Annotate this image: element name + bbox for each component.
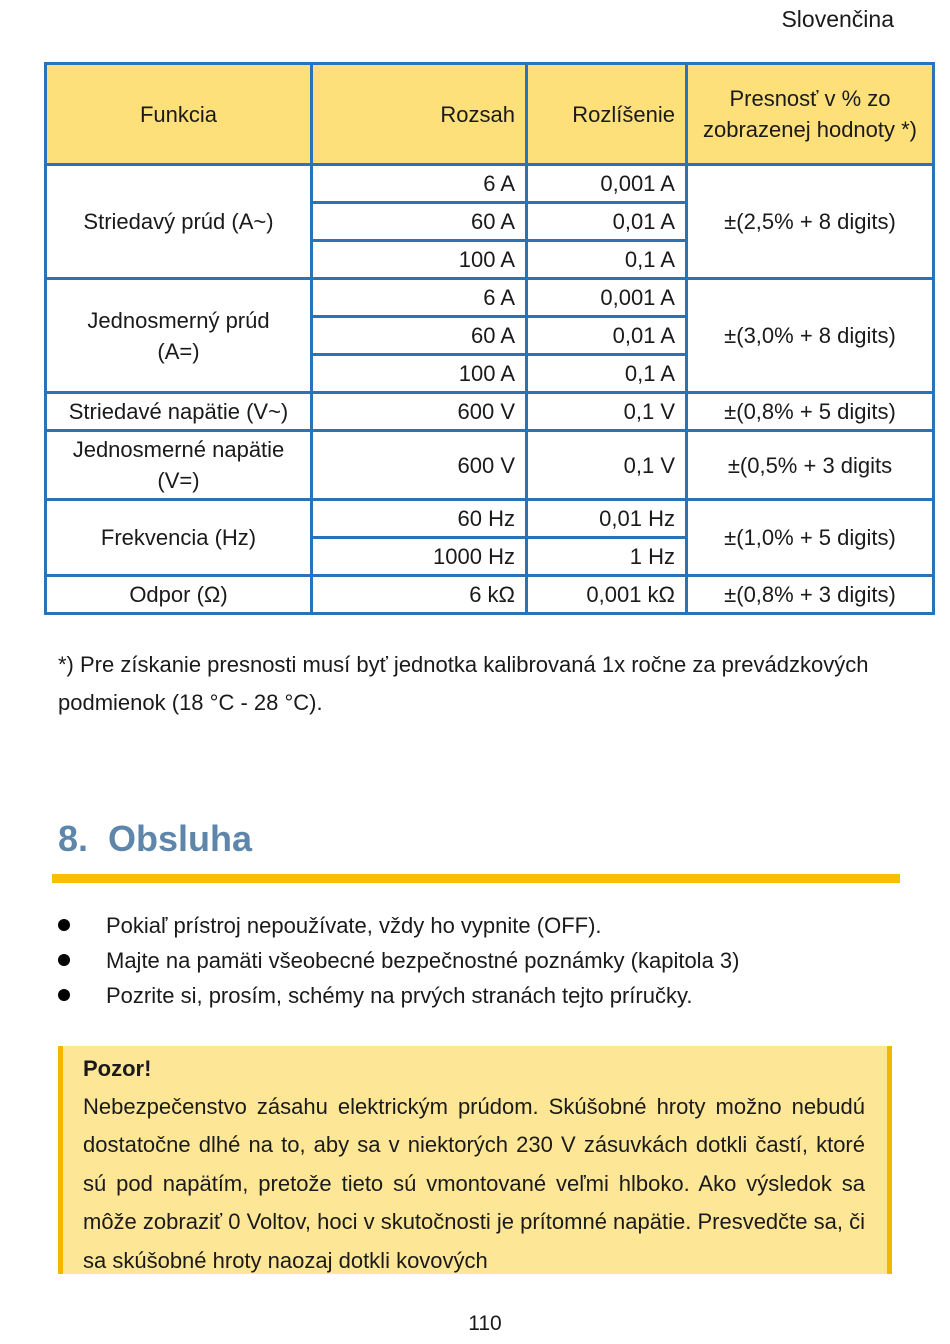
accuracy-cell: ±(3,0% + 8 digits) <box>687 279 934 393</box>
resolution-cell: 0,1 A <box>527 241 687 279</box>
warning-text: Nebezpečenstvo zásahu elektrickým prúdom. Skúšobné hroty možno nebudú dostatočne dlhé na to, aby sa v niektorých 230 V zásuvkách dotkli častí, ktoré sú pod napätím, pretože tieto sú vmontované veľmi hlboko. Ako výsledok sa môže zobraziť 0 Voltov, hoci v skutočnosti je prítomné napätie. Presvedčte sa, či sa skúšobné hroty naozaj dotkli kovových <box>83 1094 865 1273</box>
header-resolution: Rozlíšenie <box>527 64 687 165</box>
function-cell: Jednosmerný prúd (A=) <box>46 279 312 393</box>
table-row <box>46 393 934 431</box>
function-cell: Frekvencia (Hz) <box>46 500 312 576</box>
range-cell: 1000 Hz <box>312 538 527 576</box>
function-cell: Jednosmerné napätie (V=) <box>46 431 312 500</box>
calibration-footnote: *) Pre získanie presnosti musí byť jednotka kalibrovaná 1x ročne za prevádzkových podmienok (18 °C - 28 °C). <box>58 652 869 715</box>
range-cell: 600 V <box>312 431 527 500</box>
function-cell: Striedavý prúd (A~) <box>46 165 312 279</box>
range-cell: 600 V <box>312 393 527 431</box>
resolution-cell: 0,001 A <box>527 165 687 203</box>
list-item <box>58 908 739 943</box>
bullet-icon <box>58 989 70 1001</box>
range-cell: 60 A <box>312 317 527 355</box>
list-item <box>58 943 739 978</box>
table-row <box>46 576 934 614</box>
accuracy-cell: ±(0,8% + 5 digits) <box>687 393 934 431</box>
table-header-row <box>46 64 934 165</box>
header-function: Funkcia <box>46 64 312 165</box>
range-cell: 100 A <box>312 241 527 279</box>
resolution-cell: 0,01 Hz <box>527 500 687 538</box>
warning-box <box>58 1046 892 1274</box>
resolution-cell: 0,01 A <box>527 317 687 355</box>
range-cell: 6 A <box>312 279 527 317</box>
accuracy-cell: ±(2,5% + 8 digits) <box>687 165 934 279</box>
range-cell: 60 A <box>312 203 527 241</box>
range-cell: 100 A <box>312 355 527 393</box>
section-divider <box>52 874 900 883</box>
page-language-label: Slovenčina <box>781 6 894 32</box>
bullet-icon <box>58 954 70 966</box>
accuracy-cell: ±(0,5% + 3 digits <box>687 431 934 500</box>
table-row <box>46 165 934 203</box>
bullet-icon <box>58 919 70 931</box>
bullet-list <box>58 908 739 1013</box>
resolution-cell: 0,1 A <box>527 355 687 393</box>
list-item-text: Pozrite si, prosím, schémy na prvých stranách tejto príručky. <box>106 983 693 1008</box>
range-cell: 6 A <box>312 165 527 203</box>
table-row <box>46 431 934 500</box>
table-row <box>46 500 934 538</box>
resolution-cell: 0,001 A <box>527 279 687 317</box>
range-cell: 60 Hz <box>312 500 527 538</box>
resolution-cell: 1 Hz <box>527 538 687 576</box>
resolution-cell: 0,1 V <box>527 431 687 500</box>
list-item <box>58 978 739 1013</box>
table-row <box>46 279 934 317</box>
section-heading: 8. Obsluha <box>58 818 253 859</box>
list-item-text: Pokiaľ prístroj nepoužívate, vždy ho vypnite (OFF). <box>106 913 602 938</box>
resolution-cell: 0,01 A <box>527 203 687 241</box>
accuracy-cell: ±(1,0% + 5 digits) <box>687 500 934 576</box>
accuracy-cell: ±(0,8% + 3 digits) <box>687 576 934 614</box>
function-cell: Odpor (Ω) <box>46 576 312 614</box>
header-range: Rozsah <box>312 64 527 165</box>
warning-title: Pozor! <box>83 1056 152 1081</box>
function-cell: Striedavé napätie (V~) <box>46 393 312 431</box>
resolution-cell: 0,001 kΩ <box>527 576 687 614</box>
list-item-text: Majte na pamäti všeobecné bezpečnostné poznámky (kapitola 3) <box>106 948 740 973</box>
resolution-cell: 0,1 V <box>527 393 687 431</box>
header-accuracy: Presnosť v % zo zobrazenej hodnoty *) <box>687 64 934 165</box>
page-number: 110 <box>468 1312 502 1335</box>
range-cell: 6 kΩ <box>312 576 527 614</box>
specifications-table <box>44 62 935 615</box>
